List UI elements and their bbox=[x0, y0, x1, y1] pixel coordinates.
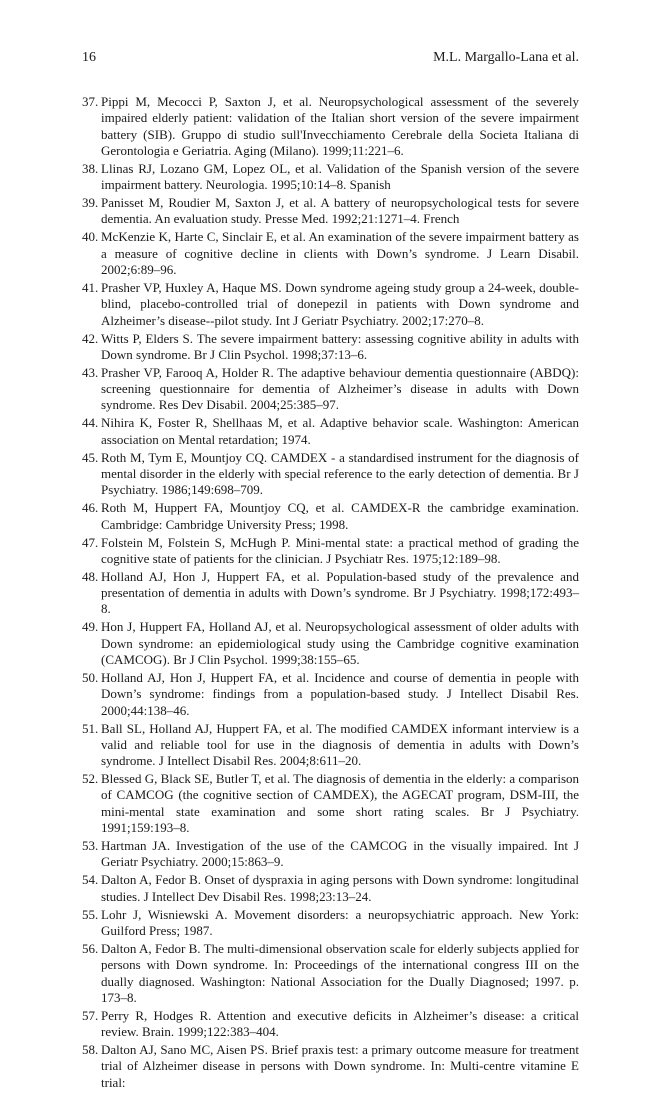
reference-item bbox=[82, 569, 579, 618]
reference-number: 43. bbox=[82, 364, 99, 380]
reference-item bbox=[82, 94, 579, 159]
reference-number: 53. bbox=[82, 838, 99, 854]
reference-number: 48. bbox=[82, 568, 99, 584]
reference-number: 50. bbox=[82, 670, 99, 686]
reference-text: McKenzie K, Harte C, Sinclair E, et al. An examination of the severe impairment battery as a measure of cognitive decline in clients with Down’s syndrome. J Learn Disabil. 2002;6:89–96. bbox=[101, 229, 579, 278]
reference-text: Ball SL, Holland AJ, Huppert FA, et al. The modified CAMDEX informant interview is a valid and reliable tool for use in the diagnosis of dementia in adults with Down’s syndrome. J Intellect Disabil Res. 2004;8:611–20. bbox=[101, 720, 579, 769]
running-head: M.L. Margallo-Lana et al. bbox=[433, 50, 579, 65]
reference-item bbox=[82, 1042, 579, 1091]
reference-number: 57. bbox=[82, 1007, 99, 1023]
reference-item bbox=[82, 907, 579, 940]
page-header bbox=[82, 50, 579, 68]
reference-number: 39. bbox=[82, 195, 99, 211]
reference-item bbox=[82, 838, 579, 871]
reference-number: 52. bbox=[82, 771, 99, 787]
reference-number: 41. bbox=[82, 280, 99, 296]
reference-text: Dalton A, Fedor B. The multi-dimensional observation scale for elderly subjects applied for persons with Down syndrome. In: Proceedings of the international congress III on the dually diagnosed. Washington: National Association for the Dually Diagnosed; 1997. p. 173–8. bbox=[101, 940, 579, 1005]
reference-item bbox=[82, 161, 579, 194]
reference-item bbox=[82, 670, 579, 719]
reference-item bbox=[82, 619, 579, 668]
reference-text: Roth M, Huppert FA, Mountjoy CQ, et al. CAMDEX-R the cambridge examination. Cambridge: Cambridge University Press; 1998. bbox=[101, 500, 579, 532]
reference-text: Prasher VP, Huxley A, Haque MS. Down syndrome ageing study group a 24-week, double-blind, placebo-controlled trial of donepezil in patients with Down syndrome and Alzheimer’s disease--pilot study. Int J Geriatr Psychiatry. 2002;17:270–8. bbox=[101, 280, 579, 328]
reference-number: 40. bbox=[82, 229, 99, 245]
reference-number: 42. bbox=[82, 330, 99, 346]
reference-text: Witts P, Elders S. The severe impairment battery: assessing cognitive ability in adults with Down syndrome. Br J Clin Psychol. 1998;37:13–6. bbox=[101, 330, 579, 362]
reference-number: 45. bbox=[82, 449, 99, 465]
reference-list bbox=[82, 94, 579, 1093]
reference-text: Roth M, Tym E, Mountjoy CQ. CAMDEX - a standardised instrument for the diagnosis of mental disorder in the elderly with special reference to the early detection of dementia. Br J Psychiatry. 1986;149:698–709. bbox=[101, 449, 579, 498]
reference-item bbox=[82, 450, 579, 499]
reference-number: 55. bbox=[82, 906, 99, 922]
reference-item bbox=[82, 415, 579, 448]
reference-item bbox=[82, 941, 579, 1006]
reference-text: Perry R, Hodges R. Attention and executive deficits in Alzheimer’s disease: a critical review. Brain. 1999;122:383–404. bbox=[101, 1007, 579, 1040]
reference-text: Holland AJ, Hon J, Huppert FA, et al. Incidence and course of dementia in people with Down’s syndrome: findings from a population-based study. J Intellect Disabil Res. 2000;44:138–46. bbox=[101, 670, 579, 718]
reference-text: Panisset M, Roudier M, Saxton J, et al. A battery of neuropsychological tests for severe dementia. An evaluation study. Presse Med. 1992;21:1271–4. French bbox=[101, 195, 579, 227]
reference-number: 58. bbox=[82, 1042, 99, 1058]
reference-text: Dalton A, Fedor B. Onset of dyspraxia in aging persons with Down syndrome: longitudinal studies. J Intellect Dev Disabil Res. 1998;23:13–24. bbox=[101, 872, 579, 904]
page-number: 16 bbox=[82, 50, 96, 65]
reference-text: Pippi M, Mecocci P, Saxton J, et al. Neuropsychological assessment of the severely impaired elderly patient: validation of the Italian short version of the severe impairment battery (SIB). Gruppo di studio sull'Invecchiamento Cerebrale della Societa Italiana di Gerontologia e Geriatria. Aging (Milano). 1999;11:221–6. bbox=[101, 94, 579, 158]
reference-item bbox=[82, 229, 579, 278]
reference-text: Hartman JA. Investigation of the use of the CAMCOG in the visually impaired. Int J Geriatr Psychiatry. 2000;15:863–9. bbox=[101, 838, 579, 870]
reference-text: Dalton AJ, Sano MC, Aisen PS. Brief praxis test: a primary outcome measure for treatment trial of Alzheimer disease in persons with Down syndrome. In: Multi-centre vitamine E trial: bbox=[101, 1042, 579, 1090]
reference-item bbox=[82, 721, 579, 770]
reference-number: 44. bbox=[82, 415, 99, 431]
reference-text: Holland AJ, Hon J, Huppert FA, et al. Population-based study of the prevalence and presentation of dementia in adults with Down’s syndrome. Br J Psychiatry. 1998;172:493–8. bbox=[101, 568, 579, 617]
reference-text: Llinas RJ, Lozano GM, Lopez OL, et al. Validation of the Spanish version of the severe impairment battery. Neurologia. 1995;10:14–8. Spanish bbox=[101, 160, 579, 193]
reference-text: Folstein M, Folstein S, McHugh P. Mini-mental state: a practical method of grading the cognitive state of patients for the clinician. J Psychiatr Res. 1975;12:189–98. bbox=[101, 534, 579, 566]
reference-item bbox=[82, 365, 579, 414]
reference-item bbox=[82, 1008, 579, 1041]
reference-item bbox=[82, 872, 579, 905]
reference-number: 54. bbox=[82, 872, 99, 888]
reference-item bbox=[82, 500, 579, 533]
reference-item bbox=[82, 195, 579, 228]
reference-number: 46. bbox=[82, 500, 99, 516]
reference-text: Prasher VP, Farooq A, Holder R. The adaptive behaviour dementia questionnaire (ABDQ): screening questionnaire for dementia of Alzheimer’s disease in adults with Down syndrome. Res Dev Disabil. 2004;25:385–97. bbox=[101, 364, 579, 413]
reference-item bbox=[82, 331, 579, 364]
reference-number: 49. bbox=[82, 619, 99, 635]
reference-number: 47. bbox=[82, 534, 99, 550]
reference-item bbox=[82, 280, 579, 329]
reference-text: Hon J, Huppert FA, Holland AJ, et al. Neuropsychological assessment of older adults with Down syndrome: an epidemiological study using the Cambridge cognitive examination (CAMCOG). Br J Clin Psychol. 1999;38:155–65. bbox=[101, 619, 579, 668]
reference-text: Blessed G, Black SE, Butler T, et al. The diagnosis of dementia in the elderly: a comparison of CAMCOG (the cognitive section of CAMDEX), the AGECAT program, DSM-III, the mini-mental state examination and some short rating scales. Br J Psychiatry. 1991;159:193–8. bbox=[101, 771, 580, 836]
reference-number: 56. bbox=[82, 940, 99, 956]
reference-item bbox=[82, 535, 579, 568]
reference-text: Lohr J, Wisniewski A. Movement disorders: a neuropsychiatric approach. New York: Guilford Press; 1987. bbox=[101, 906, 579, 938]
reference-item bbox=[82, 771, 579, 836]
reference-number: 38. bbox=[82, 160, 99, 176]
reference-number: 51. bbox=[82, 720, 99, 736]
reference-text: Nihira K, Foster R, Shellhaas M, et al. Adaptive behavior scale. Washington: American association on Mental retardation; 1974. bbox=[101, 415, 579, 447]
reference-number: 37. bbox=[82, 94, 99, 109]
